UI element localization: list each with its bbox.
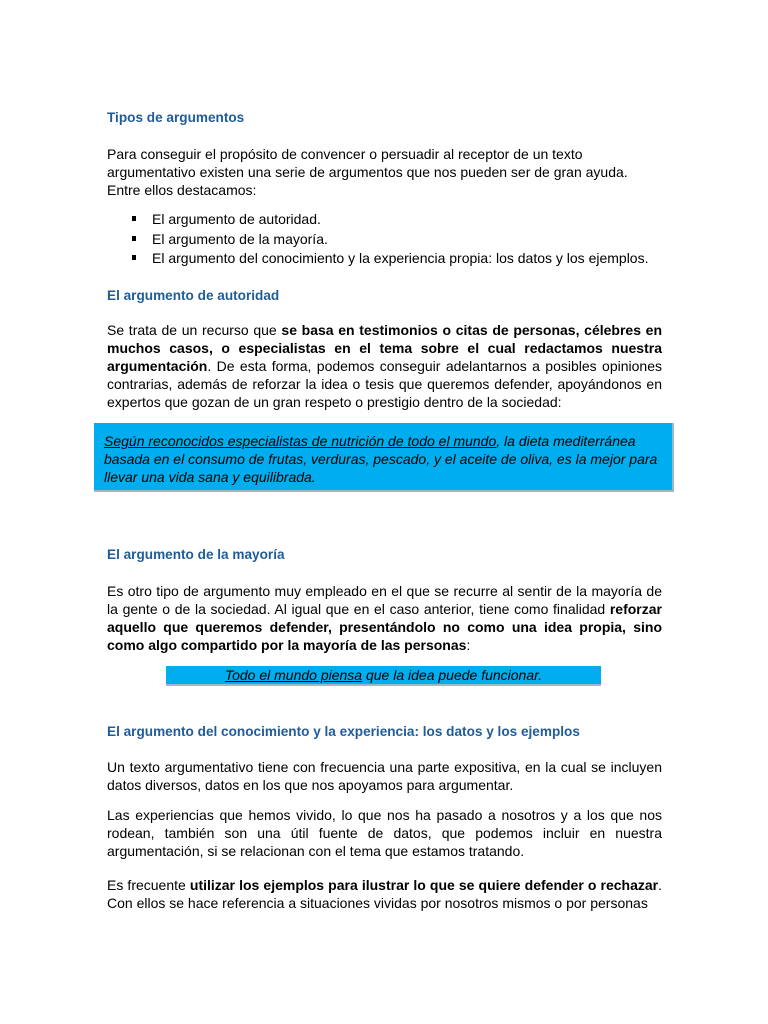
- example-box-mayoria: [166, 666, 601, 686]
- paragraph-intro: Para conseguir el propósito de convencer o persuadir al receptor de un texto argumentativo existen una serie de argumentos que nos pueden ser de gran ayuda. Entre ellos destacamos:: [107, 146, 628, 198]
- heading-argumento-autoridad: El argumento de autoridad: [107, 288, 280, 303]
- paragraph-conocimiento-1: Un texto argumentativo tiene con frecuencia una parte expositiva, en la cual se incluyen datos diversos, datos en los que nos apoyamos para argumentar.: [107, 759, 662, 793]
- example-underlined: Todo el mundo piensa: [224, 667, 363, 683]
- heading-argumento-mayoria: El argumento de la mayoría: [107, 547, 285, 562]
- bullet-icon: [132, 255, 136, 260]
- bullet-icon: [132, 216, 136, 221]
- heading-argumento-conocimiento: El argumento del conocimiento y la experiencia: los datos y los ejemplos: [107, 724, 580, 739]
- list-item: El argumento de la mayoría.: [107, 230, 667, 250]
- list-item: El argumento de autoridad.: [107, 210, 667, 230]
- argument-types-list: [107, 210, 667, 269]
- example-box-autoridad: [94, 423, 674, 492]
- bullet-icon: [132, 236, 136, 241]
- list-item: El argumento del conocimiento y la experiencia propia: los datos y los ejemplos.: [107, 249, 667, 269]
- example-text: que la idea puede funcionar.: [362, 667, 543, 683]
- paragraph-autoridad: Se trata de un recurso que se basa en testimonios o citas de personas, célebres en muchos casos, o especialistas en el tema sobre el cual redactamos nuestra argumentación. De esta forma, podemos conseguir adelantarnos a posibles opiniones contrarias, además de reforzar la idea o tesis que queremos defender, apoyándonos en expertos que gozan de un gran respeto o prestigio dentro de la sociedad:: [107, 322, 662, 410]
- example-underlined: Según reconocidos especialistas de nutrición de todo el mundo: [104, 433, 497, 449]
- example-text: , la dieta mediterránea basada en el consumo de frutas, verduras, pescado, y el aceite de oliva, es la mejor para llevar una vida sana y equilibrada.: [104, 433, 658, 485]
- paragraph-mayoria: Es otro tipo de argumento muy empleado en el que se recurre al sentir de la mayoría de la gente o de la sociedad. Al igual que en el caso anterior, tiene como finalidad reforzar aquello que queremos defender, presentándolo no como una idea propia, sino como algo compartido por la mayoría de las personas:: [107, 583, 662, 653]
- paragraph-conocimiento-2: Las experiencias que hemos vivido, lo que nos ha pasado a nosotros y a los que nos rodean, también son una útil fuente de datos, que podemos incluir en nuestra argumentación, si se relacionan con el tema que estamos tratando.: [107, 807, 662, 859]
- paragraph-conocimiento-3: Es frecuente utilizar los ejemplos para ilustrar lo que se quiere defender o rechazar. Con ellos se hace referencia a situaciones vividas por nosotros mismos o por personas: [107, 877, 662, 911]
- heading-tipos-de-argumentos: Tipos de argumentos: [107, 110, 245, 125]
